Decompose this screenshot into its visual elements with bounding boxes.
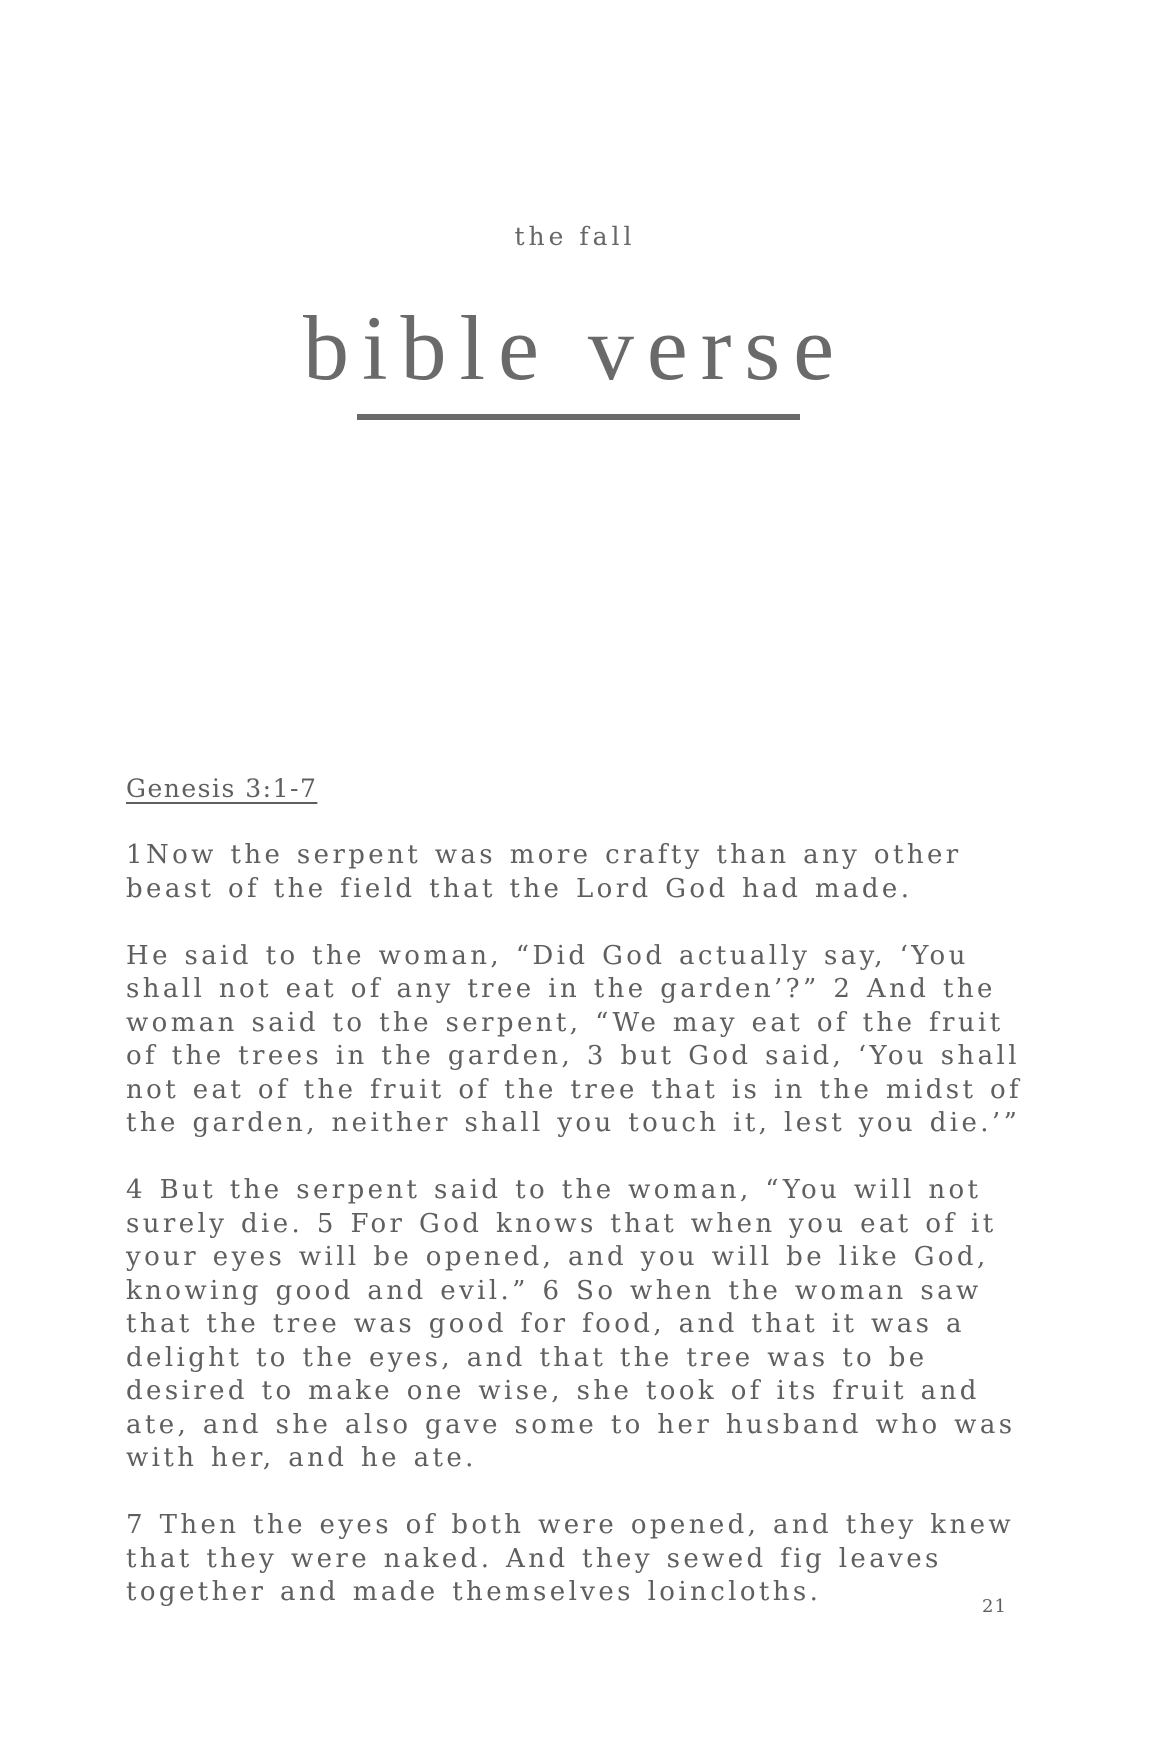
passage-paragraph-4: 7 Then the eyes of both were opened, and they knew that they were naked. And they sewed fig leaves together and made themselves loincloths. [126, 1510, 1015, 1607]
passage-paragraph-2: He said to the woman, “Did God actually say, ‘You shall not eat of any tree in the garden’?” 2 And the woman said to the serpent, “We may eat of the fruit of the trees in the garden, 3 but God said, ‘You shall not eat of the fruit of the tree that is in the midst of the garden, neither shall you touch it, lest you die.’” [126, 940, 1023, 1138]
page-subtitle: the fall [514, 222, 636, 251]
title-underline-divider [357, 414, 800, 420]
passage-paragraph-1: 1Now the serpent was more crafty than any other beast of the field that the Lord God had made. [126, 840, 962, 904]
page-number: 21 [982, 1596, 1007, 1617]
scripture-passage [126, 839, 1046, 1643]
scripture-reference: Genesis 3:1-7 [126, 774, 318, 803]
passage-paragraph-3: 4 But the serpent said to the woman, “You will not surely die. 5 For God knows that when you eat of it your eyes will be opened, and you will be like God, knowing good and evil.” 6 So when the woman saw that the tree was good for food, and that it was a delight to the eyes, and that the tree was to be desired to make one wise, she took of its fruit and ate, and she also gave some to her husband who was with her, and he ate. [126, 1175, 1016, 1473]
page-title: bible verse [302, 297, 848, 399]
